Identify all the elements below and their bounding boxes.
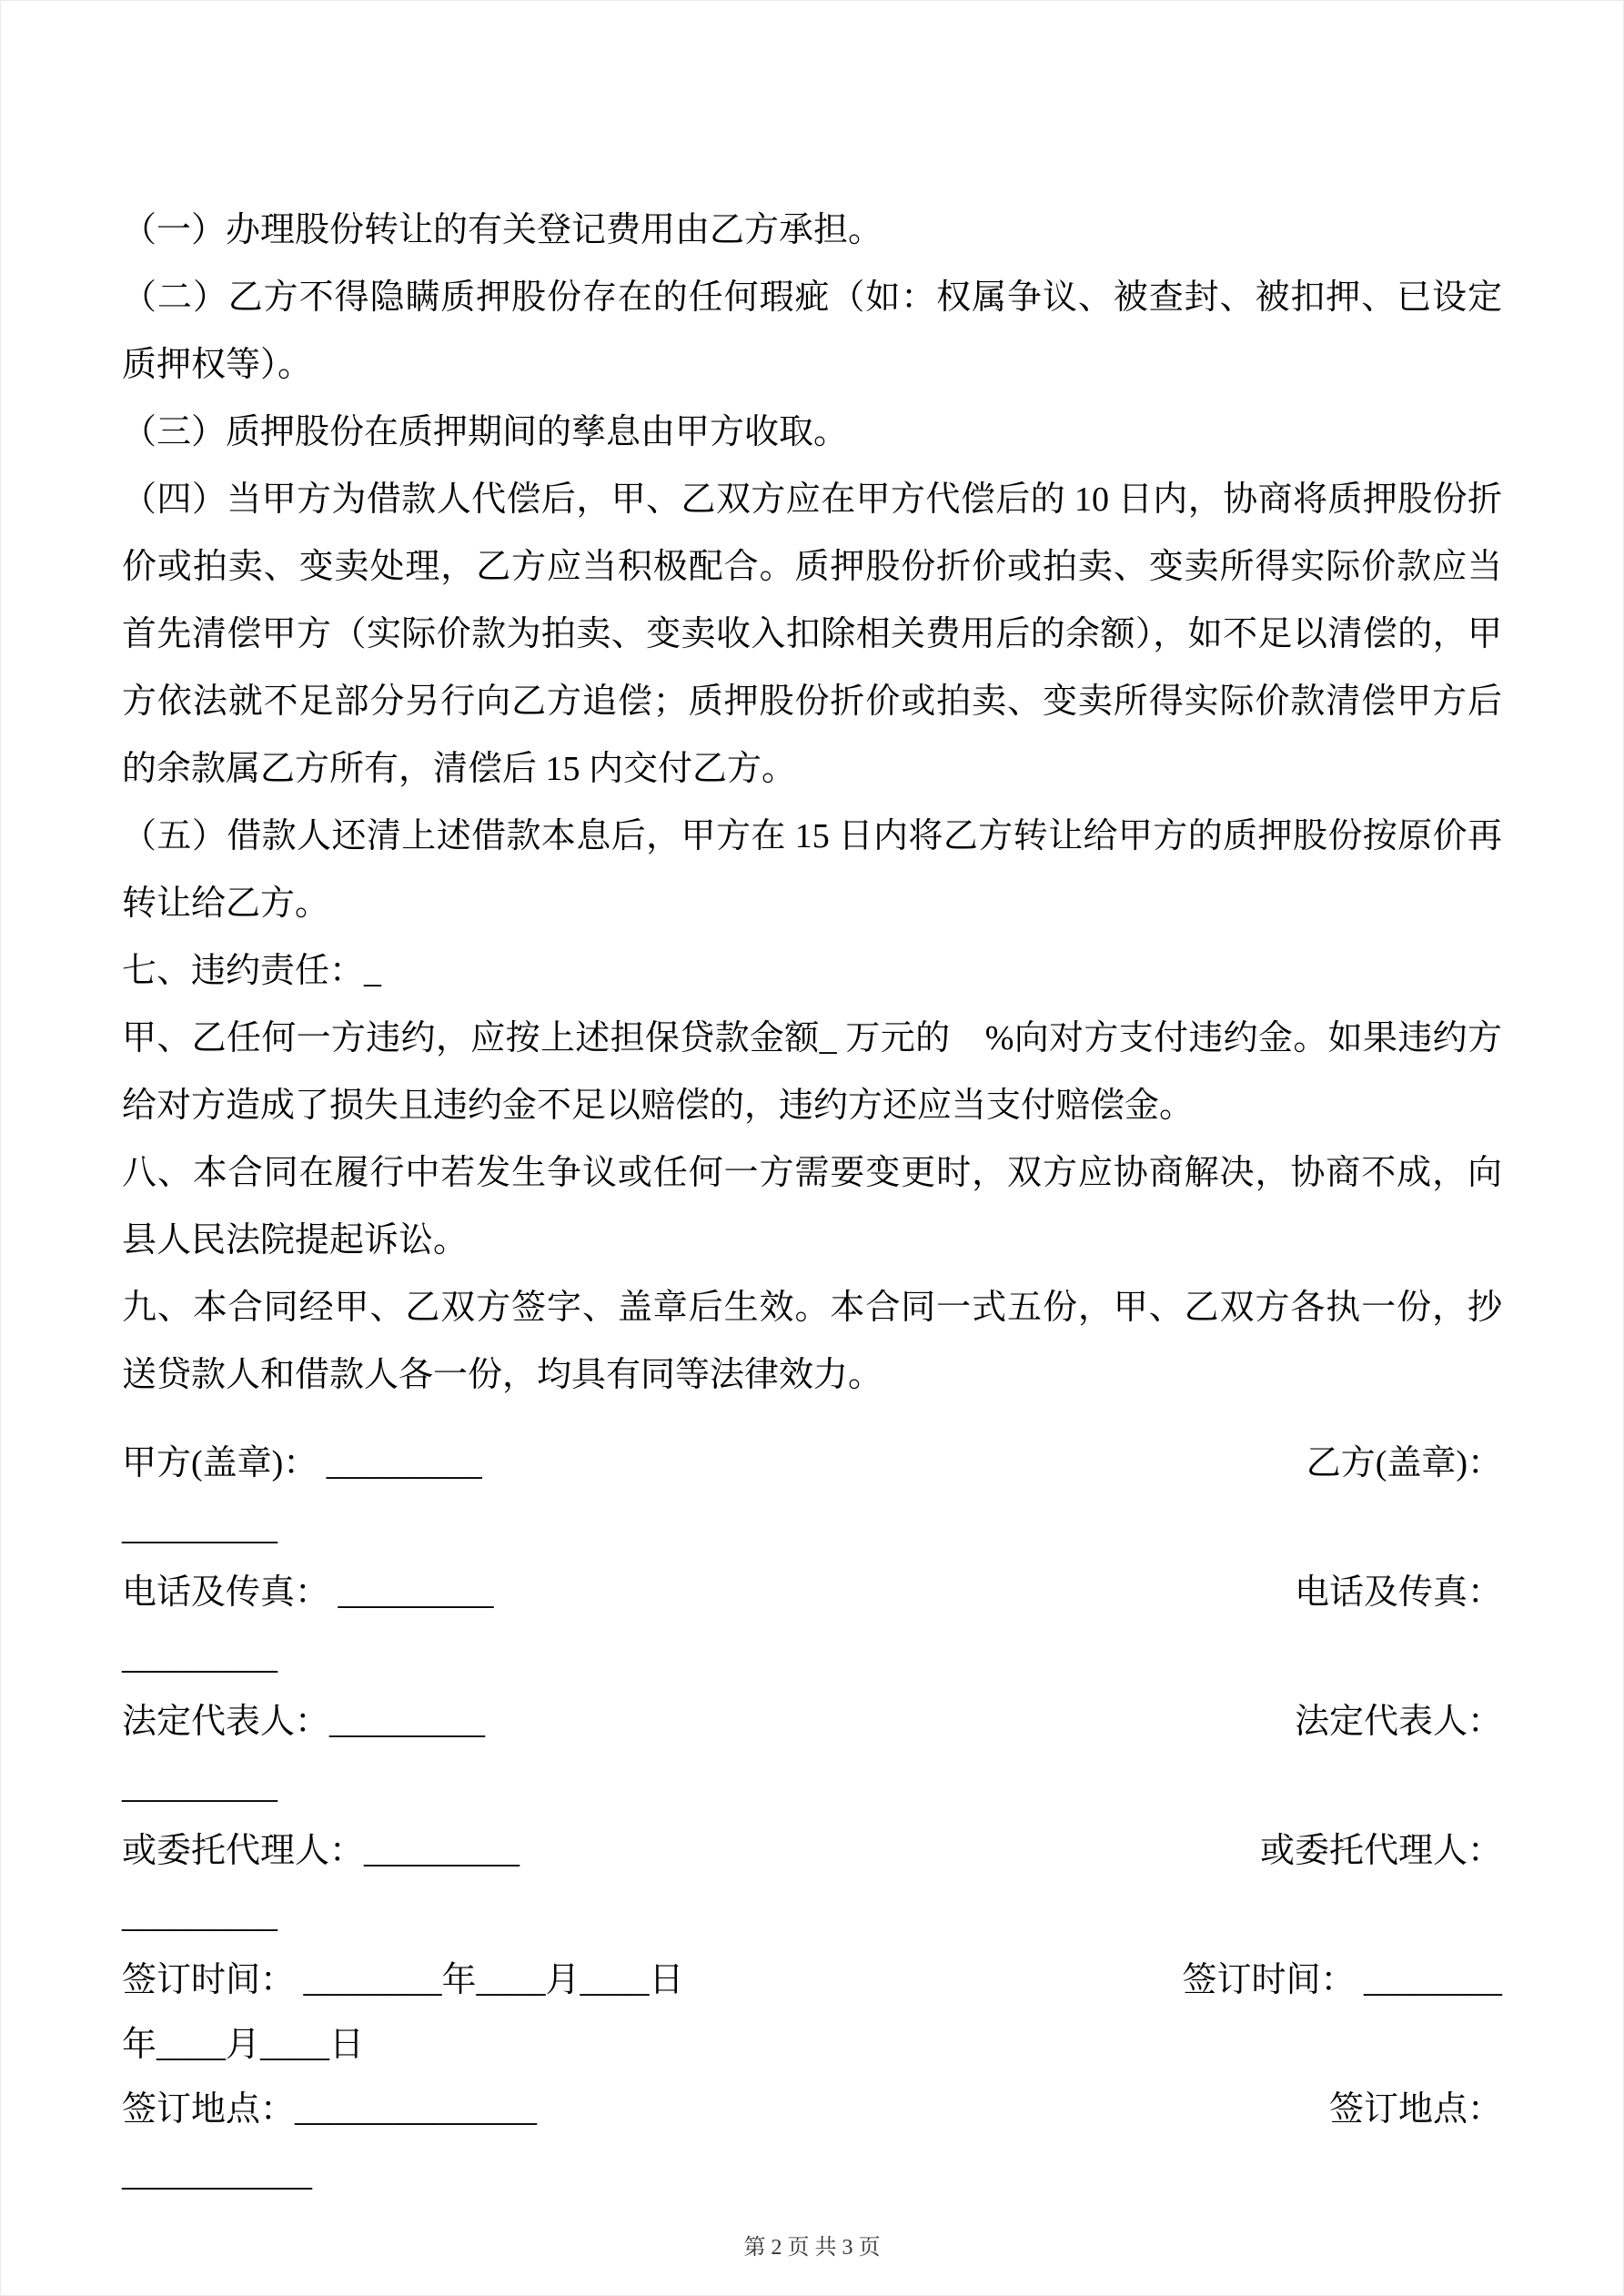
clause-dispute-resolution: 八、本合同在履行中若发生争议或任何一方需要变更时，双方应协商解决，协商不成，向 县人民法院提起诉讼。 [122,1154,1502,1259]
party-b-phone-fax-label: 电话及传真： [1294,1573,1502,1612]
clause-item-2: （二）乙方不得隐瞒质押股份存在的任何瑕疵（如：权属争议、被查封、被扣押、已设定质押权等）。 [122,278,1502,384]
signature-row-sign-place [122,2078,1502,2142]
clause-item-3: （三）质押股份在质押期间的孳息由甲方收取。 [122,413,849,451]
signature-row-sign-date-continued [122,2013,1502,2078]
clause-effectiveness: 九、本合同经甲、乙双方签字、盖章后生效。本合同一式五份，甲、乙双方各执一份，抄送贷款人和借款人各一份，均具有同等法律效力。 [122,1289,1502,1394]
blank-underline: _________ [122,1638,277,1676]
blank-underline: _________ [122,1509,277,1547]
signature-row-legal-rep [122,1690,1502,1755]
signature-row-blank [122,1884,1502,1948]
party-b-sign-date-label: 签订时间： ________ [1182,1961,1502,1999]
clause-breach-liability-body: 甲、乙任何一方违约，应按上述担保贷款金额_ 万元的 %向对方支付违约金。如果违约方给对方造成了损失且违约金不足以赔偿的，违约方还应当支付赔偿金。 [122,1019,1502,1125]
page-number: 第 2 页 共 3 页 [743,2236,881,2260]
party-b-seal-label: 乙方(盖章)： [1306,1444,1502,1482]
signature-row-phone-fax [122,1561,1502,1625]
party-b-sign-date-continuation: 年____月____日 [122,2026,365,2064]
party-b-agent-label: 或委托代理人： [1259,1832,1502,1870]
signature-row-agent [122,1819,1502,1884]
party-a-sign-place-label: 签订地点：______________ [122,2090,538,2129]
signature-row-blank [122,1755,1502,1819]
party-a-agent-label: 或委托代理人：_________ [122,1832,520,1870]
party-a-seal-label: 甲方(盖章)： _________ [122,1444,482,1482]
signature-row-blank [122,1496,1502,1561]
signature-row-sign-date [122,1948,1502,2013]
signature-section [122,1431,1502,2207]
blank-underline: ___________ [122,2155,312,2193]
blank-underline: _________ [122,1767,277,1805]
party-a-sign-date-label: 签订时间： ________年____月____日 [122,1961,684,1999]
party-b-legal-rep-label: 法定代表人： [1294,1703,1502,1741]
party-a-phone-fax-label: 电话及传真： _________ [122,1573,494,1612]
signature-row-blank [122,1625,1502,1690]
blank-underline: _________ [122,1896,277,1935]
clause-item-5: （五）借款人还清上述借款本息后，甲方在 15 日内将乙方转让给甲方的质押股份按原价再转让给乙方。 [122,817,1502,923]
party-b-sign-place-label: 签订地点： [1328,2090,1502,2129]
signature-row-seal [122,1431,1502,1496]
clause-item-4: （四）当甲方为借款人代偿后，甲、乙双方应在甲方代偿后的 10 日内，协商将质押股份折价或拍卖、变卖处理，乙方应当积极配合。质押股份折价或拍卖、变卖所得实际价款应当首先清偿甲方（实际价款为拍卖、变卖收入扣除相关费用后的余额），如不足以清偿的，甲方依法就不足部分另行向乙方追偿；质押股份折价或拍卖、变卖所得实际价款清偿甲方后的余款属乙方所有，清偿后 15 内交付乙方。 [122,480,1502,788]
clause-item-1: （一）办理股份转让的有关登记费用由乙方承担。 [122,211,883,249]
signature-row-blank [122,2142,1502,2207]
clause-breach-liability-heading: 七、违约责任：_ [122,952,382,990]
party-a-legal-rep-label: 法定代表人：_________ [122,1703,486,1741]
